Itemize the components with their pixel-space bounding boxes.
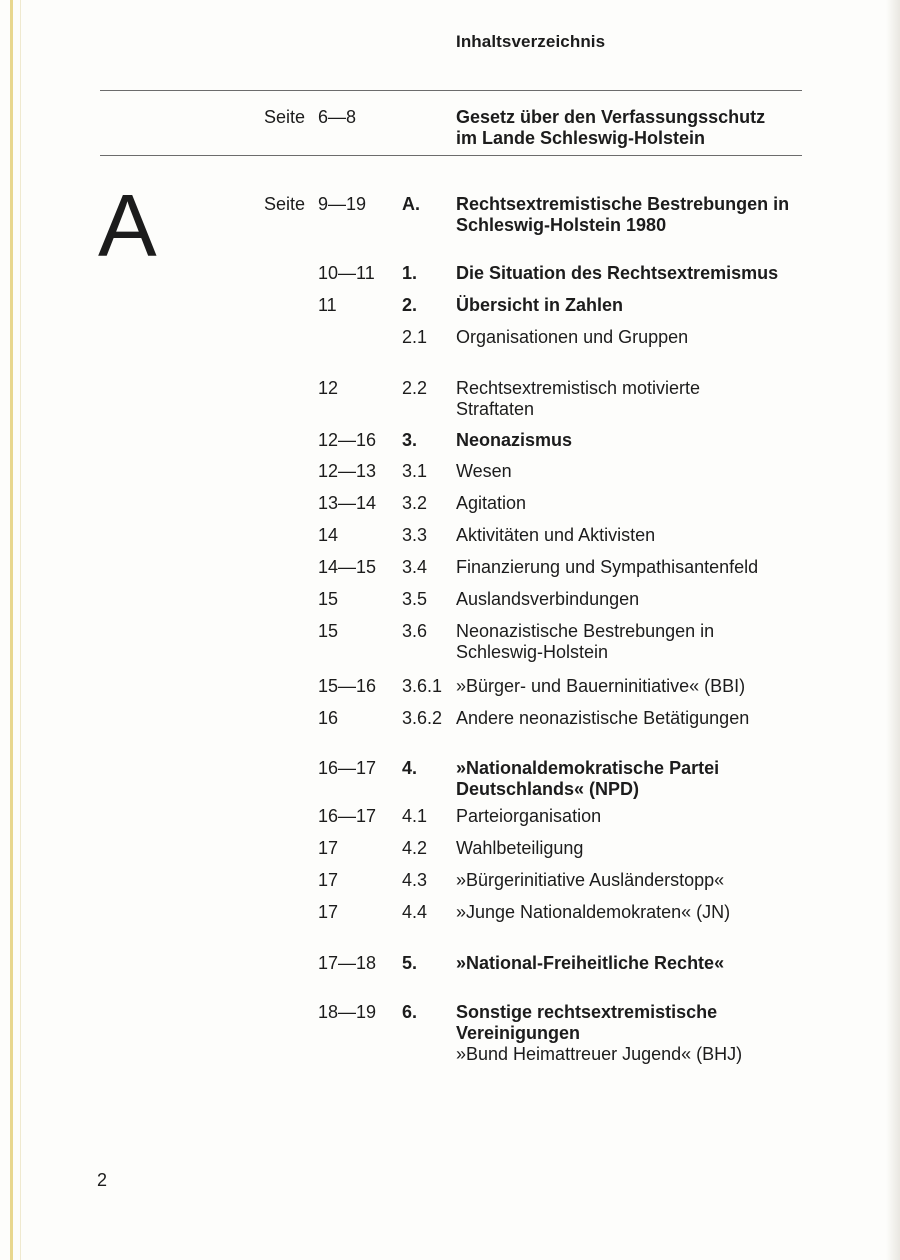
page-range: 9—19: [318, 194, 367, 214]
section-number: 4.: [402, 758, 418, 778]
page-number: 2: [97, 1170, 108, 1190]
entry-title-line: »Junge Nationaldemokraten« (JN): [456, 902, 731, 922]
entry-title: [456, 806, 836, 827]
binding-edge-stripe: [10, 0, 13, 1260]
entry-title-line: Andere neonazistische Betätigungen: [456, 708, 750, 728]
entry-title-line: »Bürgerinitiative Ausländerstopp«: [456, 870, 725, 890]
entry-title-line: Schleswig-Holstein 1980: [456, 215, 667, 235]
section-number: 1.: [402, 263, 418, 283]
section-letter: A: [98, 176, 157, 275]
section-number: 3.: [402, 430, 418, 450]
section-number: 3.1: [402, 461, 428, 481]
entry-title: [456, 194, 836, 236]
page-range: 11: [318, 295, 337, 315]
page-range: 16: [318, 708, 339, 728]
entry-title: [456, 589, 836, 610]
entry-subtitle-line: »Bund Heimattreuer Jugend« (BHJ): [456, 1044, 743, 1064]
entry-title-line: Auslandsverbindungen: [456, 589, 640, 609]
page-range: 17: [318, 902, 339, 922]
entry-title: [456, 378, 836, 420]
entry-title: [456, 295, 836, 316]
top-rule: [100, 90, 802, 91]
section-number: 3.3: [402, 525, 428, 545]
section-number: 3.4: [402, 557, 428, 577]
section-number: 3.6.1: [402, 676, 443, 696]
entry-title-line: Übersicht in Zahlen: [456, 295, 624, 315]
page-range: 6—8: [318, 107, 357, 127]
intro-rule: [100, 155, 802, 156]
entry-title: [456, 838, 836, 859]
page-range: 17: [318, 870, 339, 890]
entry-title: [456, 621, 836, 663]
seite-label: Seite: [264, 194, 306, 214]
page-range: 14—15: [318, 557, 377, 577]
page-header: Inhaltsverzeichnis: [456, 32, 606, 51]
page-range: 14: [318, 525, 339, 545]
section-number: 3.6.2: [402, 708, 443, 728]
page-range: 18—19: [318, 1002, 377, 1022]
page-range: 15—16: [318, 676, 377, 696]
entry-title: [456, 676, 836, 697]
section-number: 4.4: [402, 902, 428, 922]
entry-title-line: Parteiorganisation: [456, 806, 602, 826]
entry-title-line: Agitation: [456, 493, 527, 513]
page-range: 17: [318, 838, 339, 858]
entry-title: [456, 327, 836, 348]
section-number: 3.5: [402, 589, 428, 609]
entry-title-line: Wesen: [456, 461, 512, 481]
page-range: 16—17: [318, 806, 377, 826]
page-range: 12—16: [318, 430, 377, 450]
binding-edge-line: [20, 0, 21, 1260]
entry-title-line: Schleswig-Holstein: [456, 642, 609, 662]
entry-title-line: Organisationen und Gruppen: [456, 327, 689, 347]
page-range: 15: [318, 589, 339, 609]
page-range: 16—17: [318, 758, 377, 778]
entry-title: [456, 902, 836, 923]
section-number: 4.1: [402, 806, 428, 826]
entry-title-line: Finanzierung und Sympathisantenfeld: [456, 557, 759, 577]
page-range: 10—11: [318, 263, 375, 283]
page-range: 12: [318, 378, 339, 398]
section-number: 4.3: [402, 870, 428, 890]
entry-title: [456, 525, 836, 546]
section-number: 6.: [402, 1002, 418, 1022]
entry-title-line: Gesetz über den Verfassungsschutz: [456, 107, 766, 127]
section-number: 3.6: [402, 621, 428, 641]
entry-title-line: Straftaten: [456, 399, 535, 419]
entry-title-line: Rechtsextremistisch motivierte: [456, 378, 701, 398]
section-number: A.: [402, 194, 420, 214]
section-number: 2.2: [402, 378, 428, 398]
entry-title: [456, 263, 836, 284]
entry-title-line: Vereinigungen: [456, 1023, 581, 1043]
page-range: 13—14: [318, 493, 377, 513]
entry-title-line: Rechtsextremistische Bestrebungen in: [456, 194, 790, 214]
page-range: 15: [318, 621, 339, 641]
entry-title-line: Aktivitäten und Aktivisten: [456, 525, 656, 545]
entry-title-line: Deutschlands« (NPD): [456, 779, 640, 799]
section-number: 5.: [402, 953, 418, 973]
section-number: 3.2: [402, 493, 428, 513]
entry-title-line: Sonstige rechtsextremistische: [456, 1002, 718, 1022]
entry-title-line: Die Situation des Rechtsextremismus: [456, 263, 779, 283]
entry-title-line: »Nationaldemokratische Partei: [456, 758, 720, 778]
entry-title: [456, 953, 836, 974]
page-range: 17—18: [318, 953, 377, 973]
seite-label: Seite: [264, 107, 306, 127]
entry-title: [456, 758, 836, 800]
entry-title: [456, 107, 836, 149]
entry-title: [456, 708, 836, 729]
entry-title: [456, 870, 836, 891]
entry-title: [456, 557, 836, 578]
section-number: 4.2: [402, 838, 428, 858]
entry-title: [456, 493, 836, 514]
entry-title-line: im Lande Schleswig-Holstein: [456, 128, 706, 148]
page-right-edge: [886, 0, 900, 1260]
entry-title-line: Neonazismus: [456, 430, 573, 450]
page-range: 12—13: [318, 461, 377, 481]
section-number: 2.: [402, 295, 418, 315]
entry-title: [456, 1002, 836, 1065]
entry-title-line: Wahlbeteiligung: [456, 838, 584, 858]
section-number: 2.1: [402, 327, 428, 347]
entry-title-line: »National-Freiheitliche Rechte«: [456, 953, 725, 973]
entry-title: [456, 461, 836, 482]
entry-title: [456, 430, 836, 451]
entry-title-line: Neonazistische Bestrebungen in: [456, 621, 715, 641]
entry-title-line: »Bürger- und Bauerninitiative« (BBI): [456, 676, 746, 696]
